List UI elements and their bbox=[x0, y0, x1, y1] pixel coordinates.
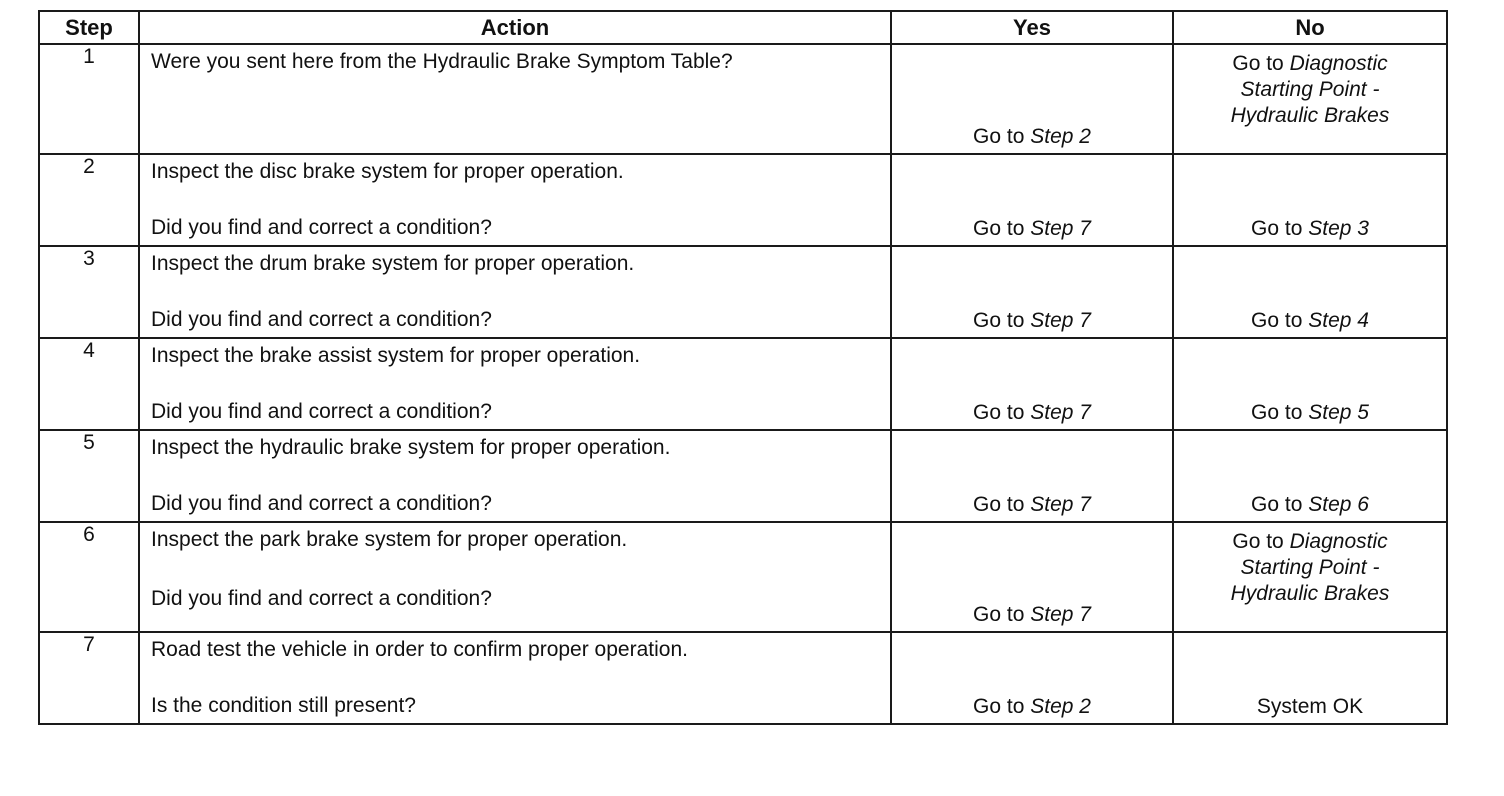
action-cell bbox=[139, 246, 891, 338]
yes-cell bbox=[891, 338, 1173, 430]
action-text: Road test the vehicle in order to confirm proper operation. bbox=[151, 638, 688, 661]
yes-answer: Go to Step 7 bbox=[973, 401, 1091, 424]
action-cell bbox=[139, 44, 891, 154]
yes-cell bbox=[891, 44, 1173, 154]
action-cell bbox=[139, 154, 891, 246]
table-row bbox=[39, 246, 1447, 338]
no-cell bbox=[1173, 44, 1447, 154]
yes-answer: Go to Step 2 bbox=[973, 125, 1091, 148]
step-reference: Step 7 bbox=[1030, 493, 1091, 516]
no-cell bbox=[1173, 430, 1447, 522]
diagnostic-reference: Diagnostic bbox=[1289, 530, 1388, 553]
table-row bbox=[39, 522, 1447, 632]
step-number: 3 bbox=[39, 246, 139, 338]
yes-answer: Go to Step 7 bbox=[973, 309, 1091, 332]
no-answer: Go to Diagnostic Starting Point - Hydraulic Brakes bbox=[1230, 530, 1390, 605]
diagnostic-table bbox=[38, 10, 1448, 725]
yes-answer: Go to Step 7 bbox=[973, 493, 1091, 516]
action-question: Is the condition still present? bbox=[151, 694, 416, 717]
no-answer: Go to Diagnostic Starting Point - Hydraulic Brakes bbox=[1230, 52, 1390, 127]
no-answer: Go to Step 6 bbox=[1251, 493, 1369, 516]
no-answer: Go to Step 3 bbox=[1251, 217, 1369, 240]
action-question: Did you find and correct a condition? bbox=[151, 587, 492, 610]
no-cell bbox=[1173, 632, 1447, 724]
action-text: Inspect the drum brake system for proper operation. bbox=[151, 252, 635, 275]
no-cell bbox=[1173, 522, 1447, 632]
diagnostic-reference: Diagnostic bbox=[1289, 52, 1388, 75]
yes-cell bbox=[891, 246, 1173, 338]
yes-cell bbox=[891, 632, 1173, 724]
table-row bbox=[39, 154, 1447, 246]
yes-answer: Go to Step 2 bbox=[973, 695, 1091, 718]
action-text: Inspect the park brake system for proper operation. bbox=[151, 528, 628, 551]
action-text: Inspect the brake assist system for proper operation. bbox=[151, 344, 641, 367]
action-cell bbox=[139, 522, 891, 632]
yes-answer: Go to Step 7 bbox=[973, 217, 1091, 240]
step-number: 4 bbox=[39, 338, 139, 430]
step-reference: Step 7 bbox=[1030, 401, 1091, 424]
table-row bbox=[39, 338, 1447, 430]
action-cell bbox=[139, 430, 891, 522]
step-reference: Step 6 bbox=[1308, 493, 1369, 516]
no-answer: Go to Step 5 bbox=[1251, 401, 1369, 424]
action-question: Did you find and correct a condition? bbox=[151, 308, 492, 331]
no-answer: Go to Step 4 bbox=[1251, 309, 1369, 332]
header-yes: Yes bbox=[891, 11, 1173, 44]
step-number: 6 bbox=[39, 522, 139, 632]
step-reference: Step 2 bbox=[1030, 125, 1091, 148]
step-number: 5 bbox=[39, 430, 139, 522]
step-reference: Step 4 bbox=[1308, 309, 1369, 332]
action-text: Were you sent here from the Hydraulic Brake Symptom Table? bbox=[151, 50, 733, 73]
yes-cell bbox=[891, 154, 1173, 246]
action-cell bbox=[139, 632, 891, 724]
yes-cell bbox=[891, 430, 1173, 522]
header-row bbox=[39, 11, 1447, 44]
action-text: Inspect the hydraulic brake system for proper operation. bbox=[151, 436, 671, 459]
yes-cell bbox=[891, 522, 1173, 632]
step-number: 1 bbox=[39, 44, 139, 154]
table-row bbox=[39, 44, 1447, 154]
action-text: Inspect the disc brake system for proper operation. bbox=[151, 160, 624, 183]
step-number: 2 bbox=[39, 154, 139, 246]
step-reference: Step 2 bbox=[1030, 695, 1091, 718]
header-no: No bbox=[1173, 11, 1447, 44]
no-cell bbox=[1173, 246, 1447, 338]
step-reference: Step 7 bbox=[1030, 309, 1091, 332]
action-question: Did you find and correct a condition? bbox=[151, 492, 492, 515]
action-cell bbox=[139, 338, 891, 430]
no-cell bbox=[1173, 338, 1447, 430]
header-action: Action bbox=[139, 11, 891, 44]
step-number: 7 bbox=[39, 632, 139, 724]
table-row bbox=[39, 430, 1447, 522]
no-answer: System OK bbox=[1256, 695, 1364, 718]
action-question: Did you find and correct a condition? bbox=[151, 400, 492, 423]
no-cell bbox=[1173, 154, 1447, 246]
step-reference: Step 7 bbox=[1030, 217, 1091, 240]
yes-answer: Go to Step 7 bbox=[973, 603, 1091, 626]
step-reference: Step 7 bbox=[1030, 603, 1091, 626]
header-step: Step bbox=[39, 11, 139, 44]
step-reference: Step 3 bbox=[1308, 217, 1369, 240]
step-reference: Step 5 bbox=[1308, 401, 1369, 424]
table-row bbox=[39, 632, 1447, 724]
action-question: Did you find and correct a condition? bbox=[151, 216, 492, 239]
